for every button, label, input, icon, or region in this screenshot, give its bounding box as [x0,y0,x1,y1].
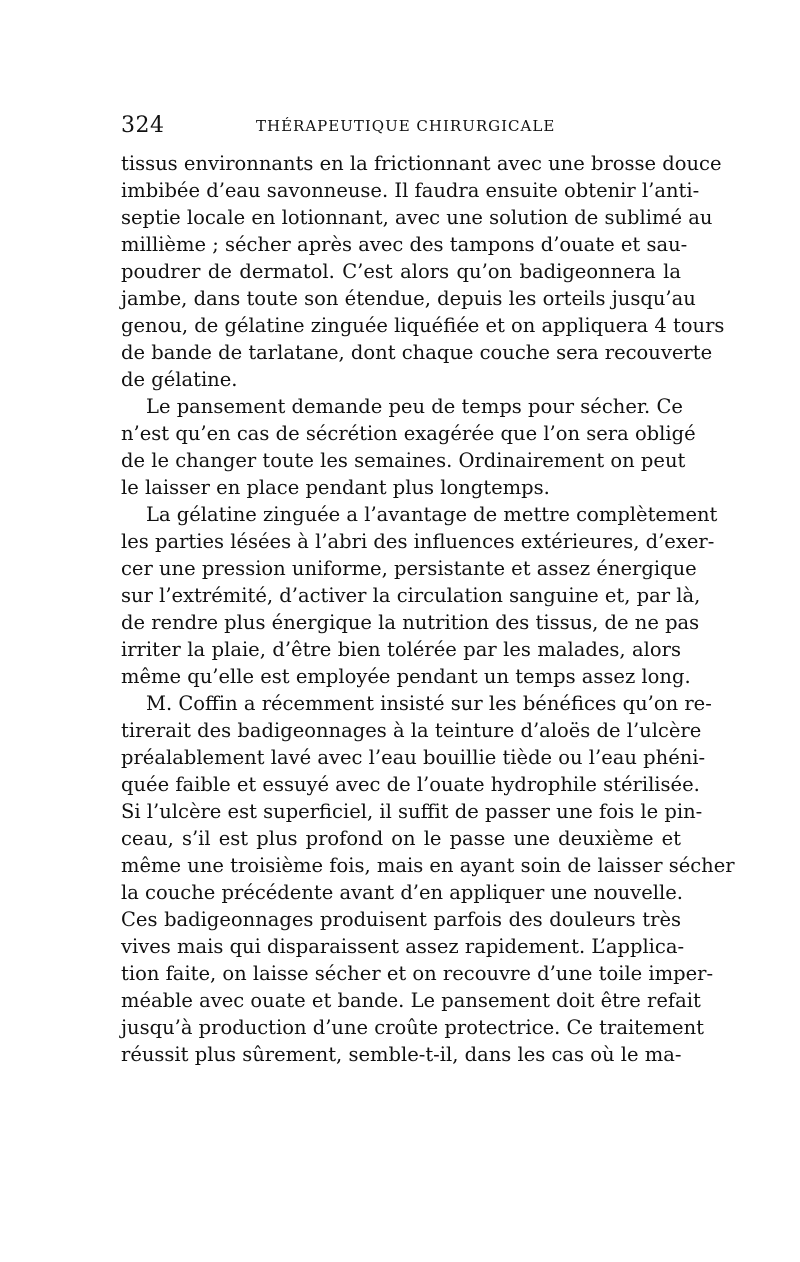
text-line: septie locale en lotionnant, avec une solution de sublimé au [121,206,713,229]
page-number: 324 [121,113,165,138]
text-line: le laisser en place pendant plus longtemps. [121,476,550,499]
text-line: Si l’ulcère est superficiel, il suffit de passer une fois le pin- [121,800,703,823]
text-line: même une troisième fois, mais en ayant soin de laisser sécher [121,854,735,877]
text-line: imbibée d’eau savonneuse. Il faudra ensuite obtenir l’anti- [121,179,700,202]
text-line: méable avec ouate et bande. Le pansement doit être refait [121,989,701,1012]
text-line: les parties lésées à l’abri des influences extérieures, d’exer- [121,530,715,553]
text-line: tirerait des badigeonnages à la teinture d’aloës de l’ulcère [121,719,702,742]
text-line: réussit plus sûrement, semble-t-il, dans les cas où le ma- [121,1043,682,1066]
text-line: tion faite, on laisse sécher et on recouvre d’une toile imper- [121,962,714,985]
text-line: irriter la plaie, d’être bien tolérée par les malades, alors [121,638,681,661]
text-line: cer une pression uniforme, persistante et assez énergique [121,557,697,580]
text-line: de gélatine. [121,368,238,391]
text-line: quée faible et essuyé avec de l’ouate hydrophile stérilisée. [121,773,700,796]
text-line: la couche précédente avant d’en appliquer une nouvelle. [121,881,683,904]
text-line: sur l’extrémité, d’activer la circulation sanguine et, par là, [121,584,701,607]
text-line: vives mais qui disparaissent assez rapidement. L’applica- [121,935,685,958]
paragraph-first-line: M. Coffin a récemment insisté sur les bénéfices qu’on re- [146,692,712,715]
paragraph-first-line: Le pansement demande peu de temps pour sécher. Ce [146,395,683,418]
running-head: THÉRAPEUTIQUE CHIRURGICALE [256,117,556,135]
text-line: préalablement lavé avec l’eau bouillie tiède ou l’eau phéni- [121,746,706,769]
text-line: jambe, dans toute son étendue, depuis les orteils jusqu’au [121,287,696,310]
text-line: jusqu’à production d’une croûte protectrice. Ce traitement [121,1016,704,1039]
text-line: même qu’elle est employée pendant un temps assez long. [121,665,691,688]
text-line: de le changer toute les semaines. Ordinairement on peut [121,449,686,472]
text-line: de bande de tarlatane, dont chaque couche sera recouverte [121,341,713,364]
text-line: poudrer de dermatol. C’est alors qu’on badigeonnera la [121,260,681,283]
paragraph-first-line: La gélatine zinguée a l’avantage de mettre complètement [146,503,718,526]
text-line: n’est qu’en cas de sécrétion exagérée que l’on sera obligé [121,422,696,445]
text-line: de rendre plus énergique la nutrition des tissus, de ne pas [121,611,700,634]
text-line: tissus environnants en la frictionnant avec une brosse douce [121,152,722,175]
text-line: Ces badigeonnages produisent parfois des douleurs très [121,908,681,931]
text-line: millième ; sécher après avec des tampons d’ouate et sau- [121,233,688,256]
text-line: ceau, s’il est plus profond on le passe une deuxième et [121,827,681,850]
text-line: genou, de gélatine zinguée liquéfiée et on appliquera 4 tours [121,314,725,337]
